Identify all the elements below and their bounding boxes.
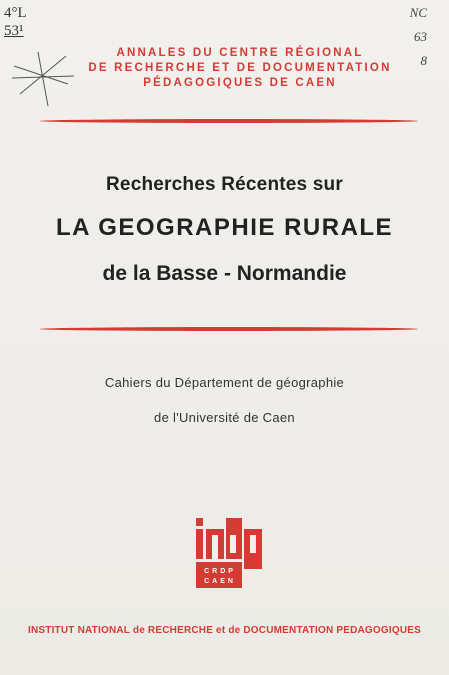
library-shelfmark [4, 4, 27, 40]
top-red-rule [40, 119, 418, 123]
logo-line-crdp: CRDP [204, 568, 236, 575]
header-line: ANNALES DU CENTRE RÉGIONAL [116, 47, 364, 59]
title-line-2: LA GEOGRAPHIE RURALE [55, 214, 394, 241]
shelfmark-line: 53¹ [4, 23, 24, 39]
middle-red-rule [40, 327, 418, 331]
subtitle-line-1: Cahiers du Département de géographie [104, 375, 345, 390]
series-header [60, 46, 420, 91]
subtitle-line-2: de l'Université de Caen [154, 410, 295, 425]
title-line-3: de la Basse - Normandie [102, 262, 347, 285]
margin-note: NC [409, 5, 427, 20]
header-line: PÉDAGOGIQUES DE CAEN [143, 77, 337, 89]
title-line-1: Recherches Récentes sur [106, 174, 343, 195]
margin-note: 63 [414, 29, 427, 44]
shelfmark-line: 4°L [4, 5, 27, 21]
publisher-name: INSTITUT NATIONAL de RECHERCHE et de DOCUMENTATION PEDAGOGIQUES [28, 625, 421, 636]
publisher-logo [194, 516, 264, 590]
header-line: DE RECHERCHE ET DE DOCUMENTATION [88, 62, 392, 74]
margin-note: 8 [420, 53, 427, 68]
logo-line-caen: CAEN [204, 578, 236, 585]
